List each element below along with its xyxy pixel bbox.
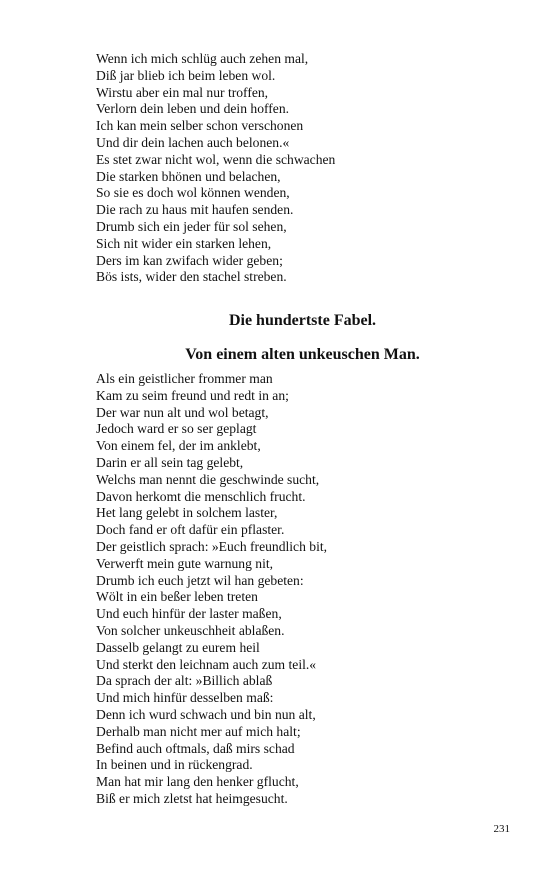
verse-line: Und sterkt den leichnam auch zum teil.«: [96, 656, 317, 672]
verse-line: Wirstu aber ein mal nur troffen,: [96, 84, 269, 100]
fable-title: Die hundertste Fabel.: [228, 312, 377, 329]
verse-line: Man hat mir lang den henker gflucht,: [96, 774, 299, 790]
verse-line: Biß er mich zletst hat heimgesucht.: [96, 790, 288, 806]
verse-line: Het lang gelebt in solchem laster,: [96, 505, 278, 521]
verse-line: Und dir dein lachen auch belonen.«: [96, 134, 290, 150]
page-number: 231: [493, 823, 510, 835]
verse-line: Verlorn dein leben und dein hoffen.: [96, 101, 290, 117]
verse-line: Dasselb gelangt zu eurem heil: [96, 639, 260, 655]
verse-line: Denn ich wurd schwach und bin nun alt,: [96, 706, 316, 722]
verse-line: Als ein geistlicher frommer man: [96, 371, 273, 386]
verse-line: Die starken bhönen und belachen,: [96, 168, 281, 184]
verse-line: Die rach zu haus mit haufen senden.: [96, 202, 294, 218]
verse-line: Wölt in ein beßer leben treten: [96, 589, 258, 605]
verse-line: Da sprach der alt: »Billich ablaß: [96, 673, 273, 689]
verse-line: Darin er all sein tag gelebt,: [96, 454, 244, 470]
verse-line: Ich kan mein selber schon verschonen: [96, 118, 304, 134]
verse-line: Sich nit wider ein starken lehen,: [96, 235, 272, 251]
verse-line: Verwerft mein gute warnung nit,: [96, 555, 274, 571]
verse-block-top: [96, 51, 335, 286]
verse-line: Drumb ich euch jetzt wil han gebeten:: [96, 572, 304, 588]
verse-line: Derhalb man nicht mer auf mich halt;: [96, 723, 301, 739]
verse-line: Drumb sich ein jeder für sol sehen,: [96, 218, 287, 234]
verse-line: Diß jar blieb ich beim leben wol.: [96, 67, 276, 83]
verse-block-fable: [96, 371, 327, 808]
verse-line: Davon herkomt die menschlich frucht.: [96, 488, 306, 504]
verse-line: Bös ists, wider den stachel streben.: [96, 269, 287, 285]
verse-line: Kam zu seim freund und redt in an;: [96, 387, 289, 403]
verse-line: Wenn ich mich schlüg auch zehen mal,: [96, 51, 309, 66]
verse-line: Ders im kan zwifach wider geben;: [96, 252, 283, 268]
verse-line: Und euch hinfür der laster maßen,: [96, 606, 282, 622]
verse-line: Von solcher unkeuschheit ablaßen.: [96, 622, 285, 638]
fable-subtitle: Von einem alten unkeuschen Man.: [185, 346, 420, 363]
verse-line: So sie es doch wol können wenden,: [96, 185, 290, 201]
verse-line: In beinen und in rückengrad.: [96, 757, 253, 773]
verse-line: Und mich hinfür desselben maß:: [96, 690, 274, 706]
verse-line: Befind auch oftmals, daß mirs schad: [96, 740, 295, 756]
verse-line: Es stet zwar nicht wol, wenn die schwachen: [96, 151, 336, 167]
verse-line: Der geistlich sprach: »Euch freundlich bit,: [96, 538, 328, 554]
verse-line: Welchs man nennt die geschwinde sucht,: [96, 471, 320, 487]
verse-line: Der war nun alt und wol betagt,: [96, 404, 269, 420]
verse-line: Jedoch ward er so ser geplagt: [96, 421, 257, 437]
verse-line: Doch fand er oft dafür ein pflaster.: [96, 522, 285, 538]
verse-line: Von einem fel, der im anklebt,: [96, 438, 261, 454]
